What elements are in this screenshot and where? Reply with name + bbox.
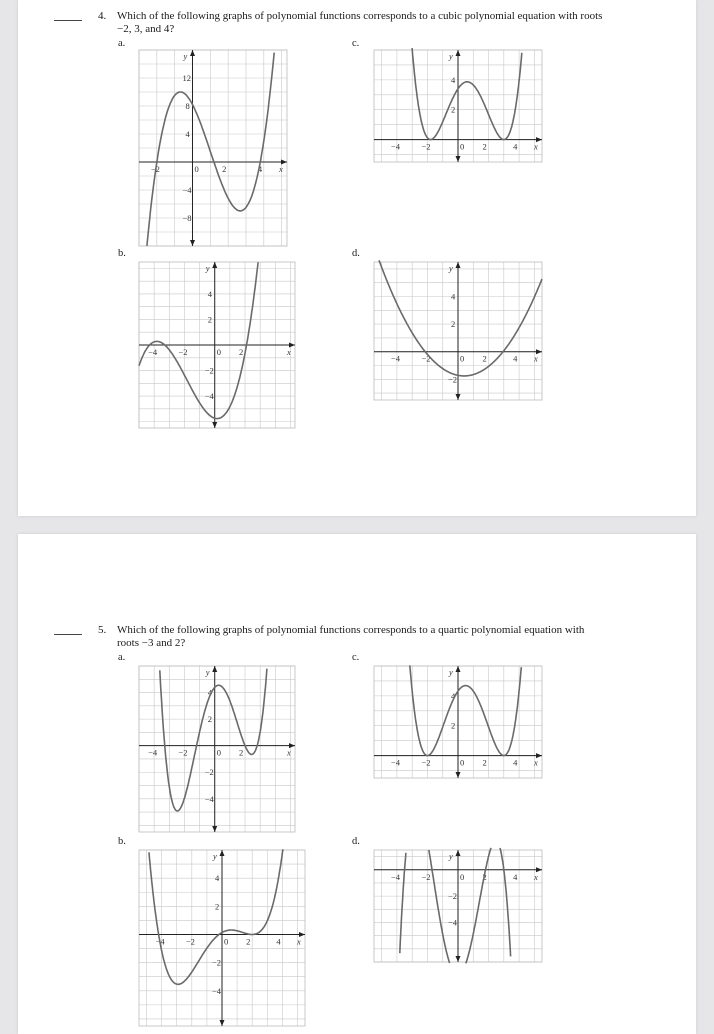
y-tick-label: 2 — [207, 714, 212, 725]
x-tick-label: −2 — [185, 936, 195, 947]
y-tick-label: 2 — [451, 720, 456, 731]
x-tick-label: −2 — [178, 747, 188, 758]
x-axis-label: x — [534, 353, 538, 364]
x-axis-label: x — [279, 164, 283, 174]
option-4a-label[interactable]: a. — [118, 38, 126, 49]
x-tick-label: 2 — [222, 164, 227, 174]
graph-5a — [139, 666, 295, 832]
y-axis-label: y — [205, 667, 210, 677]
graph-4a — [139, 50, 287, 246]
x-tick-label: 0 — [224, 936, 229, 947]
option-4d-label[interactable]: d. — [352, 248, 360, 259]
x-tick-label: 2 — [482, 871, 487, 882]
y-axis-arrow-icon — [212, 262, 217, 268]
x-tick-label: −4 — [390, 757, 400, 768]
y-axis-arrow-down-icon — [456, 156, 461, 162]
graph-5b — [139, 850, 305, 1026]
y-tick-label: −2 — [212, 957, 222, 968]
x-tick-label: 4 — [513, 757, 518, 768]
y-tick-label: 4 — [451, 74, 456, 85]
x-tick-label: −4 — [148, 747, 158, 758]
x-tick-label: −4 — [390, 871, 400, 882]
option-5d-label[interactable]: d. — [352, 836, 360, 847]
y-tick-label: −4 — [448, 917, 458, 928]
option-4c-label[interactable]: c. — [352, 38, 360, 49]
x-tick-label: 4 — [513, 141, 518, 152]
y-tick-label: −4 — [204, 793, 214, 804]
y-tick-label: −2 — [204, 365, 214, 376]
worksheet-page-1 — [18, 0, 696, 516]
x-tick-label: −2 — [421, 871, 431, 882]
graph-4d — [374, 262, 542, 400]
y-tick-label: 4 — [207, 288, 212, 299]
x-tick-label: −2 — [150, 164, 160, 174]
y-axis-arrow-icon — [456, 666, 461, 672]
option-4b-label[interactable]: b. — [118, 248, 126, 259]
y-tick-label: 2 — [207, 314, 212, 325]
x-tick-label: −2 — [178, 347, 188, 357]
y-tick-label: 12 — [182, 73, 191, 83]
x-tick-label: 0 — [460, 871, 465, 882]
y-tick-label: 4 — [215, 873, 220, 884]
y-tick-label: −2 — [204, 767, 214, 778]
y-axis-arrow-down-icon — [212, 826, 217, 832]
question-number-5: 5. — [98, 624, 107, 636]
x-tick-label: 4 — [257, 164, 263, 174]
x-tick-label: 0 — [460, 757, 465, 768]
y-tick-label: −8 — [182, 213, 192, 223]
x-tick-label: 0 — [460, 353, 465, 364]
y-axis-arrow-down-icon — [456, 772, 461, 778]
x-tick-label: −4 — [390, 141, 400, 152]
x-tick-label: 4 — [513, 353, 518, 364]
y-axis-arrow-down-icon — [190, 240, 195, 246]
x-tick-label: −2 — [421, 757, 431, 768]
y-tick-label: 8 — [185, 101, 190, 111]
x-tick-label: 2 — [239, 747, 244, 758]
y-axis-label: y — [205, 263, 210, 273]
x-tick-label: 0 — [216, 747, 221, 758]
polynomial-curve — [400, 848, 511, 964]
x-tick-label: −2 — [421, 353, 431, 364]
question-number-4: 4. — [98, 10, 107, 22]
worksheet-page-2 — [18, 534, 696, 1034]
x-tick-label: 4 — [276, 936, 281, 947]
x-tick-label: 0 — [216, 347, 221, 357]
y-axis-label: y — [183, 51, 188, 61]
answer-blank-q5[interactable] — [54, 634, 82, 635]
polynomial-curve — [139, 262, 258, 418]
y-axis-arrow-down-icon — [220, 1020, 225, 1026]
graph-4c — [374, 50, 542, 162]
y-axis-arrow-icon — [456, 262, 461, 268]
y-tick-label: 4 — [451, 690, 456, 701]
x-axis-label: x — [287, 347, 291, 357]
answer-blank-q4[interactable] — [54, 20, 82, 21]
y-axis-arrow-icon — [212, 666, 217, 672]
y-tick-label: 4 — [207, 687, 212, 698]
x-axis-label: x — [297, 936, 301, 947]
y-axis-arrow-icon — [220, 850, 225, 856]
y-tick-label: 4 — [451, 291, 456, 302]
option-5b-label[interactable]: b. — [118, 836, 126, 847]
question-text-5: Which of the following graphs of polynomial functions corresponds to a quartic polynomial equation with roots −3 and 2? — [117, 624, 585, 649]
y-axis-arrow-icon — [190, 50, 195, 56]
y-axis-label: y — [449, 263, 453, 273]
x-tick-label: −4 — [148, 347, 158, 357]
y-tick-label: 2 — [215, 901, 220, 912]
x-axis-label: x — [534, 757, 538, 768]
y-tick-label: −2 — [448, 374, 458, 385]
graph-5d — [374, 850, 542, 962]
polynomial-curve — [160, 669, 267, 811]
y-axis-arrow-icon — [456, 850, 461, 856]
x-tick-label: 2 — [482, 141, 487, 152]
y-axis-arrow-down-icon — [456, 394, 461, 400]
x-tick-label: 2 — [482, 353, 487, 364]
y-axis-arrow-icon — [456, 50, 461, 56]
x-tick-label: 2 — [246, 936, 251, 947]
x-axis-label: x — [287, 747, 291, 758]
x-tick-label: −4 — [155, 936, 165, 947]
option-5c-label[interactable]: c. — [352, 652, 360, 663]
polynomial-curve — [412, 48, 522, 140]
y-axis-label: y — [449, 851, 453, 861]
x-tick-label: 4 — [513, 871, 518, 882]
x-axis-label: x — [534, 141, 538, 152]
y-tick-label: 4 — [185, 129, 190, 139]
y-tick-label: −4 — [182, 185, 192, 195]
x-tick-label: −4 — [390, 353, 400, 364]
option-5a-label[interactable]: a. — [118, 652, 126, 663]
polynomial-curve — [410, 665, 522, 755]
y-tick-label: 2 — [451, 319, 456, 330]
y-axis-label: y — [449, 51, 453, 61]
x-tick-label: 0 — [460, 141, 465, 152]
y-axis-arrow-down-icon — [456, 956, 461, 962]
x-axis-label: x — [534, 871, 538, 882]
x-tick-label: 2 — [239, 347, 244, 357]
y-tick-label: −4 — [204, 391, 214, 402]
question-text-4: Which of the following graphs of polynomial functions corresponds to a cubic polynomial equation with roots −2, 3, and 4? — [117, 10, 603, 35]
y-axis-label: y — [213, 851, 217, 861]
x-tick-label: −2 — [421, 141, 431, 152]
y-axis-label: y — [449, 667, 453, 677]
x-tick-label: 2 — [482, 757, 487, 768]
graph-5c — [374, 666, 542, 778]
y-tick-label: −2 — [448, 891, 458, 902]
y-tick-label: 2 — [451, 104, 456, 115]
y-axis-arrow-down-icon — [212, 422, 217, 428]
y-tick-label: −4 — [212, 985, 222, 996]
x-tick-label: 0 — [194, 164, 199, 174]
graph-4b — [139, 262, 295, 428]
